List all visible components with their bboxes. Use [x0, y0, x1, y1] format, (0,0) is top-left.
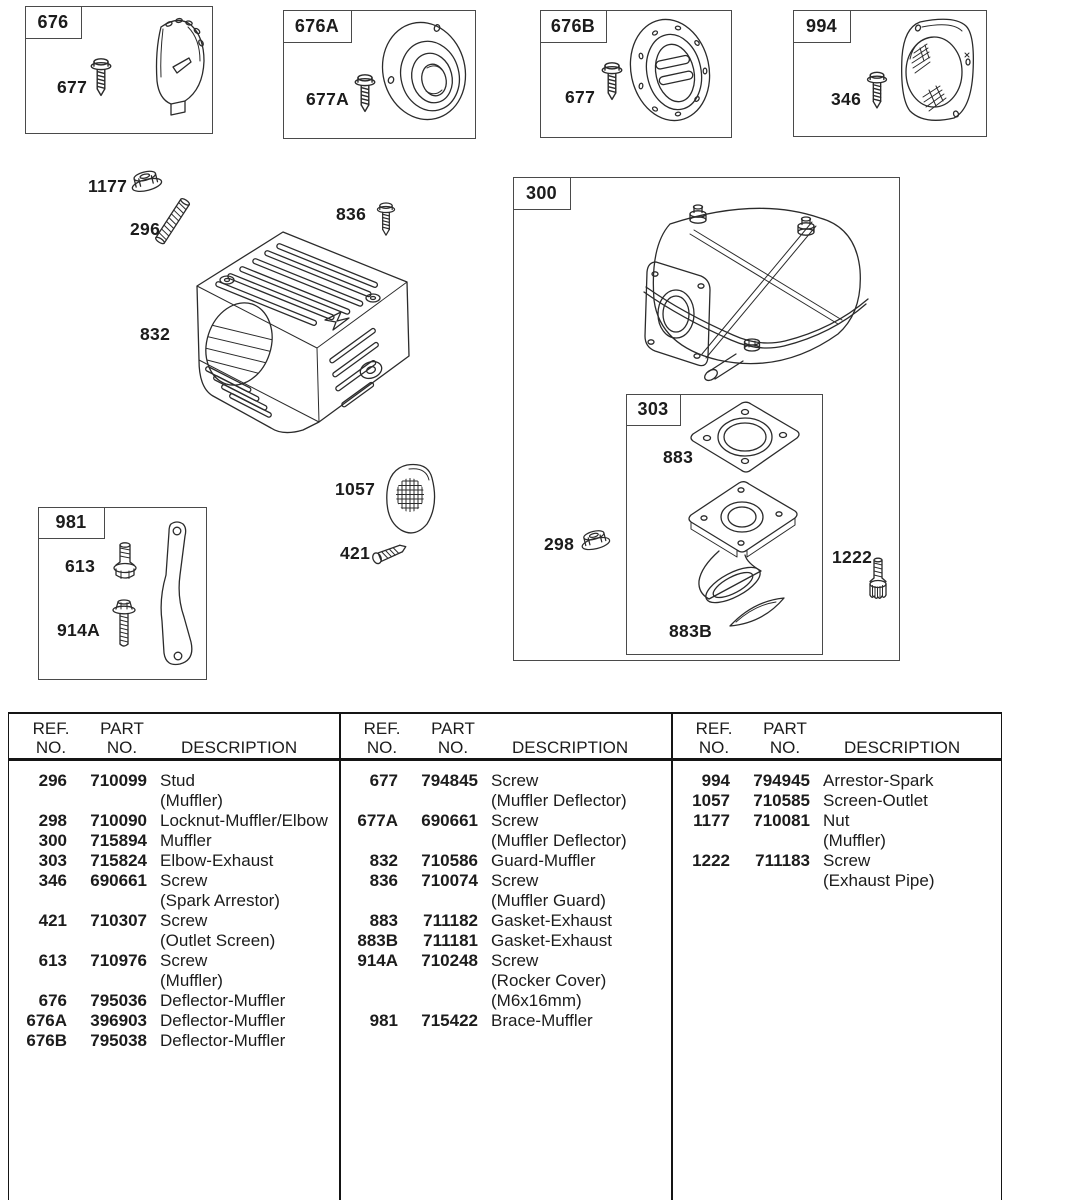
- ref-no-header: REF. NO.: [32, 719, 70, 757]
- inset-box-676a: [283, 10, 476, 139]
- part-no-cell: [67, 971, 147, 991]
- screw-icon: [352, 71, 378, 115]
- callout-914a: 914A: [57, 620, 101, 640]
- table-header: [340, 719, 671, 759]
- parts-table-column-2: [340, 714, 671, 1200]
- description-cell: (Exhaust Pipe): [823, 871, 935, 890]
- description-cell: (Spark Arrestor): [160, 891, 280, 910]
- table-rows: [340, 771, 667, 1031]
- box-label-tab: [25, 6, 82, 39]
- screw-icon: [599, 59, 625, 103]
- box-label-tab: [793, 10, 851, 43]
- description-cell: Muffler: [160, 831, 212, 850]
- screw-icon: [88, 55, 114, 99]
- flange-nut-icon: [126, 163, 166, 195]
- ref-no-cell: [340, 791, 398, 811]
- box-number: 994: [806, 15, 837, 36]
- description-cell: (Muffler Deflector): [491, 831, 627, 850]
- ref-no-cell: 421: [38, 911, 67, 930]
- locknut-icon: [576, 523, 614, 553]
- part-no-cell: 794845: [421, 771, 478, 790]
- ref-no-cell: 298: [38, 811, 67, 830]
- table-header: [9, 719, 339, 759]
- ref-no-cell: 346: [38, 871, 67, 890]
- screw-icon: [864, 69, 890, 111]
- ref-no-cell: 296: [38, 771, 67, 790]
- description-cell: (Rocker Cover): [491, 971, 607, 990]
- description-cell: (Muffler Deflector): [491, 791, 627, 810]
- description-cell: Elbow-Exhaust: [160, 851, 274, 870]
- ref-no-cell: [9, 891, 67, 911]
- ref-no-header: REF. NO.: [363, 719, 401, 757]
- muffler-deflector-676b-illustration: [629, 15, 715, 127]
- callout-883: 883: [663, 447, 694, 467]
- ref-no-cell: [9, 931, 67, 951]
- description-cell: Nut: [823, 811, 850, 830]
- callout-296: 296: [130, 219, 161, 239]
- part-no-cell: 711182: [423, 911, 478, 930]
- parts-table: [8, 712, 1002, 1200]
- description-cell: (Muffler): [160, 791, 223, 810]
- part-no-cell: [67, 931, 147, 951]
- callout-677a: 677A: [306, 89, 350, 109]
- box-label-tab: [283, 10, 352, 43]
- part-no-cell: 710307: [90, 911, 147, 930]
- description-cell: Screw: [160, 871, 208, 890]
- inset-box-303: [626, 394, 823, 655]
- ref-no-cell: [672, 871, 730, 891]
- part-no-cell: 795038: [90, 1031, 147, 1050]
- table-rows: [672, 771, 997, 891]
- callout-421: 421: [340, 543, 371, 563]
- description-cell: (M6x16mm): [491, 991, 582, 1010]
- part-no-cell: 710081: [753, 811, 810, 830]
- ref-no-cell: [340, 991, 398, 1011]
- callout-677: 677: [565, 87, 596, 107]
- table-header: [672, 719, 1001, 759]
- box-number: 676A: [294, 15, 340, 36]
- part-no-cell: 710586: [421, 851, 478, 870]
- description-cell: Screen-Outlet: [823, 791, 928, 810]
- muffler-300-illustration: [606, 194, 890, 402]
- table-rows: [9, 771, 335, 1051]
- part-no-cell: [398, 831, 478, 851]
- part-no-cell: 710090: [90, 811, 147, 830]
- description-cell: Deflector-Muffler: [160, 1011, 286, 1030]
- inset-box-300: [513, 177, 900, 661]
- part-no-cell: 710976: [90, 951, 147, 970]
- box-number: 676: [37, 11, 69, 32]
- callout-1177: 1177: [88, 176, 128, 196]
- callout-677: 677: [57, 77, 88, 97]
- description-cell: Screw: [491, 771, 539, 790]
- description-cell: (Muffler): [160, 971, 223, 990]
- box-number: 303: [637, 399, 669, 419]
- part-no-header: PART NO.: [100, 719, 144, 757]
- part-no-cell: 795036: [90, 991, 147, 1010]
- ref-no-header: REF. NO.: [695, 719, 733, 757]
- callout-1057: 1057: [335, 479, 376, 499]
- description-header: DESCRIPTION: [181, 738, 298, 757]
- ref-no-cell: [9, 791, 67, 811]
- inset-box-676b: [540, 10, 732, 138]
- inset-box-676: [25, 6, 213, 134]
- part-no-cell: 710074: [421, 871, 478, 890]
- callout-1222: 1222: [832, 547, 873, 567]
- description-cell: Screw: [160, 951, 208, 970]
- muffler-deflector-676-illustration: [128, 13, 210, 125]
- callout-346: 346: [831, 89, 862, 109]
- callout-832: 832: [140, 324, 171, 344]
- parts-table-column-3: [672, 714, 1001, 1200]
- muffler-screw-icon: [109, 540, 143, 586]
- part-no-cell: 710585: [753, 791, 810, 810]
- exhaust-elbow-303-illustration: [683, 477, 807, 611]
- part-no-cell: 711181: [423, 931, 478, 950]
- part-no-cell: [398, 971, 478, 991]
- part-no-cell: [67, 791, 147, 811]
- callout-613: 613: [65, 556, 96, 576]
- screw-icon: [370, 536, 410, 570]
- part-no-cell: [398, 891, 478, 911]
- ref-no-cell: 676B: [26, 1031, 67, 1050]
- ref-no-cell: 914A: [357, 951, 398, 970]
- part-no-cell: 710248: [421, 951, 478, 970]
- callout-298: 298: [544, 534, 575, 554]
- part-no-cell: 794945: [753, 771, 810, 790]
- description-cell: Gasket-Exhaust: [491, 931, 612, 950]
- part-no-cell: 715422: [421, 1011, 478, 1030]
- part-no-cell: [398, 791, 478, 811]
- ref-no-cell: 677A: [357, 811, 398, 830]
- part-no-header: PART NO.: [431, 719, 475, 757]
- exhaust-pipe-screw-icon: [866, 556, 890, 604]
- description-cell: Screw: [491, 951, 539, 970]
- muffler-guard-832-illustration: [183, 224, 415, 442]
- description-cell: Brace-Muffler: [491, 1011, 593, 1030]
- inset-box-994: [793, 10, 987, 137]
- description-cell: (Muffler Guard): [491, 891, 606, 910]
- ref-no-cell: [9, 971, 67, 991]
- ref-no-cell: 613: [38, 951, 67, 970]
- ref-no-cell: [340, 831, 398, 851]
- box-number: 300: [526, 182, 557, 203]
- description-cell: Arrestor-Spark: [823, 771, 934, 790]
- part-no-cell: [730, 871, 810, 891]
- description-header: DESCRIPTION: [844, 738, 961, 757]
- ref-no-cell: 676A: [26, 1011, 67, 1030]
- ref-no-cell: 303: [38, 851, 67, 870]
- box-label-tab: [513, 177, 571, 210]
- ref-no-cell: 832: [369, 851, 398, 870]
- description-cell: Deflector-Muffler: [160, 1031, 286, 1050]
- description-cell: Stud: [160, 771, 195, 790]
- box-number: 676B: [550, 15, 596, 36]
- ref-no-cell: [340, 891, 398, 911]
- box-label-tab: [626, 394, 681, 426]
- part-no-cell: 690661: [90, 871, 147, 890]
- description-cell: (Outlet Screen): [160, 931, 276, 950]
- parts-table-column-1: [9, 714, 339, 1200]
- part-no-cell: 710099: [90, 771, 147, 790]
- ref-no-cell: 1222: [692, 851, 730, 870]
- muffler-deflector-676a-illustration: [380, 19, 472, 129]
- part-no-cell: 396903: [90, 1011, 147, 1030]
- ref-no-cell: 1177: [693, 811, 730, 830]
- description-cell: Deflector-Muffler: [160, 991, 286, 1010]
- exhaust-gasket-883b-illustration: [725, 593, 789, 633]
- part-no-cell: 715824: [90, 851, 147, 870]
- inset-box-981: [38, 507, 207, 680]
- part-no-cell: 715894: [90, 831, 147, 850]
- callout-836: 836: [336, 204, 367, 224]
- muffler-brace-981-illustration: [147, 518, 197, 670]
- ref-no-cell: 981: [369, 1011, 398, 1030]
- spark-arrestor-994-illustration: [896, 15, 980, 127]
- ref-no-cell: 1057: [692, 791, 730, 810]
- ref-no-cell: 300: [38, 831, 67, 850]
- ref-no-cell: 676: [38, 991, 67, 1010]
- ref-no-cell: 677: [369, 771, 398, 790]
- exhaust-gasket-883-illustration: [685, 399, 807, 477]
- description-header: DESCRIPTION: [512, 738, 629, 757]
- description-cell: Screw: [823, 851, 871, 870]
- part-no-cell: 711183: [755, 851, 810, 870]
- rocker-cover-screw-icon: [109, 598, 139, 654]
- description-cell: Gasket-Exhaust: [491, 911, 612, 930]
- box-label-tab: [540, 10, 607, 43]
- part-no-cell: [67, 891, 147, 911]
- box-number: 981: [55, 512, 87, 532]
- part-no-header: PART NO.: [763, 719, 807, 757]
- description-cell: Guard-Muffler: [491, 851, 596, 870]
- description-cell: Screw: [160, 911, 208, 930]
- part-no-cell: [730, 831, 810, 851]
- part-no-cell: [398, 991, 478, 1011]
- part-no-cell: 690661: [421, 811, 478, 830]
- description-cell: Screw: [491, 871, 539, 890]
- description-cell: Screw: [491, 811, 539, 830]
- callout-883b: 883B: [669, 621, 713, 641]
- ref-no-cell: [672, 831, 730, 851]
- box-label-tab: [38, 507, 105, 539]
- ref-no-cell: [340, 971, 398, 991]
- description-cell: Locknut-Muffler/Elbow: [160, 811, 328, 830]
- ref-no-cell: 994: [701, 771, 730, 790]
- ref-no-cell: 883: [369, 911, 398, 930]
- ref-no-cell: 883B: [357, 931, 398, 950]
- outlet-screen-1057-illustration: [380, 461, 442, 541]
- description-cell: (Muffler): [823, 831, 886, 850]
- ref-no-cell: 836: [369, 871, 398, 890]
